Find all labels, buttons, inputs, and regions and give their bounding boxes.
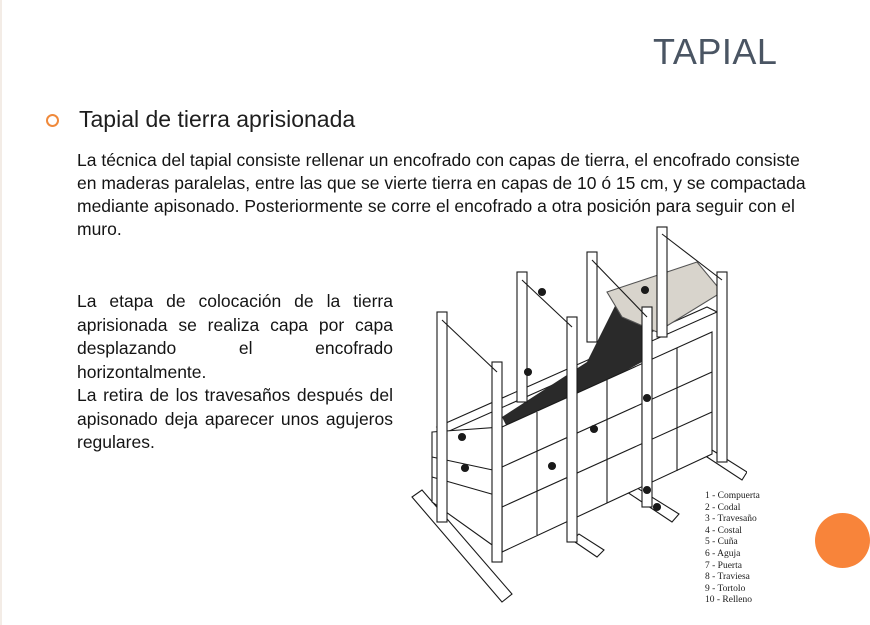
legend-item: 10 - Relleno <box>705 595 752 606</box>
legend-item: 8 - Traviesa <box>705 572 750 583</box>
legend-item: 5 - Cuña <box>705 537 738 548</box>
legend-item: 3 - Travesaño <box>705 514 757 525</box>
legend-item: 2 - Codal <box>705 502 741 513</box>
bullet-ring-icon <box>46 114 59 127</box>
tapial-formwork-illustration-icon <box>407 222 747 617</box>
description-paragraph-part-2: La retira de los travesaños después del apisonado deja aparecer unos agujeros regulares. <box>77 385 393 452</box>
slide-title: TAPIAL <box>653 31 778 72</box>
legend-item: 1 - Compuerta <box>705 491 760 501</box>
legend-item: 9 - Tortolo <box>705 583 746 594</box>
bullet-heading: Tapial de tierra aprisionada <box>79 106 356 132</box>
legend-item: 6 - Aguja <box>705 548 741 559</box>
intro-paragraph: La técnica del tapial consiste rellenar un encofrado con capas de tierra, el encofrado consiste en maderas paralelas, entre las que se vierte tierra en capas de 10 ó 15 cm, y se compactada mediante apisonado. Posteriormente se corre el encofrado a otra posición para seguir con el muro. <box>77 150 806 239</box>
diagram-legend <box>705 491 760 607</box>
orange-circle-decoration <box>815 513 870 568</box>
legend-item: 4 - Costal <box>705 525 742 536</box>
description-paragraph <box>77 290 393 455</box>
bullet-heading-row <box>46 103 355 135</box>
legend-item: 7 - Puerta <box>705 560 742 571</box>
description-paragraph-part-1: La etapa de colocación de la tierra aprisionada se realiza capa por capa desplazando el encofrado horizontalmente. <box>77 291 393 382</box>
